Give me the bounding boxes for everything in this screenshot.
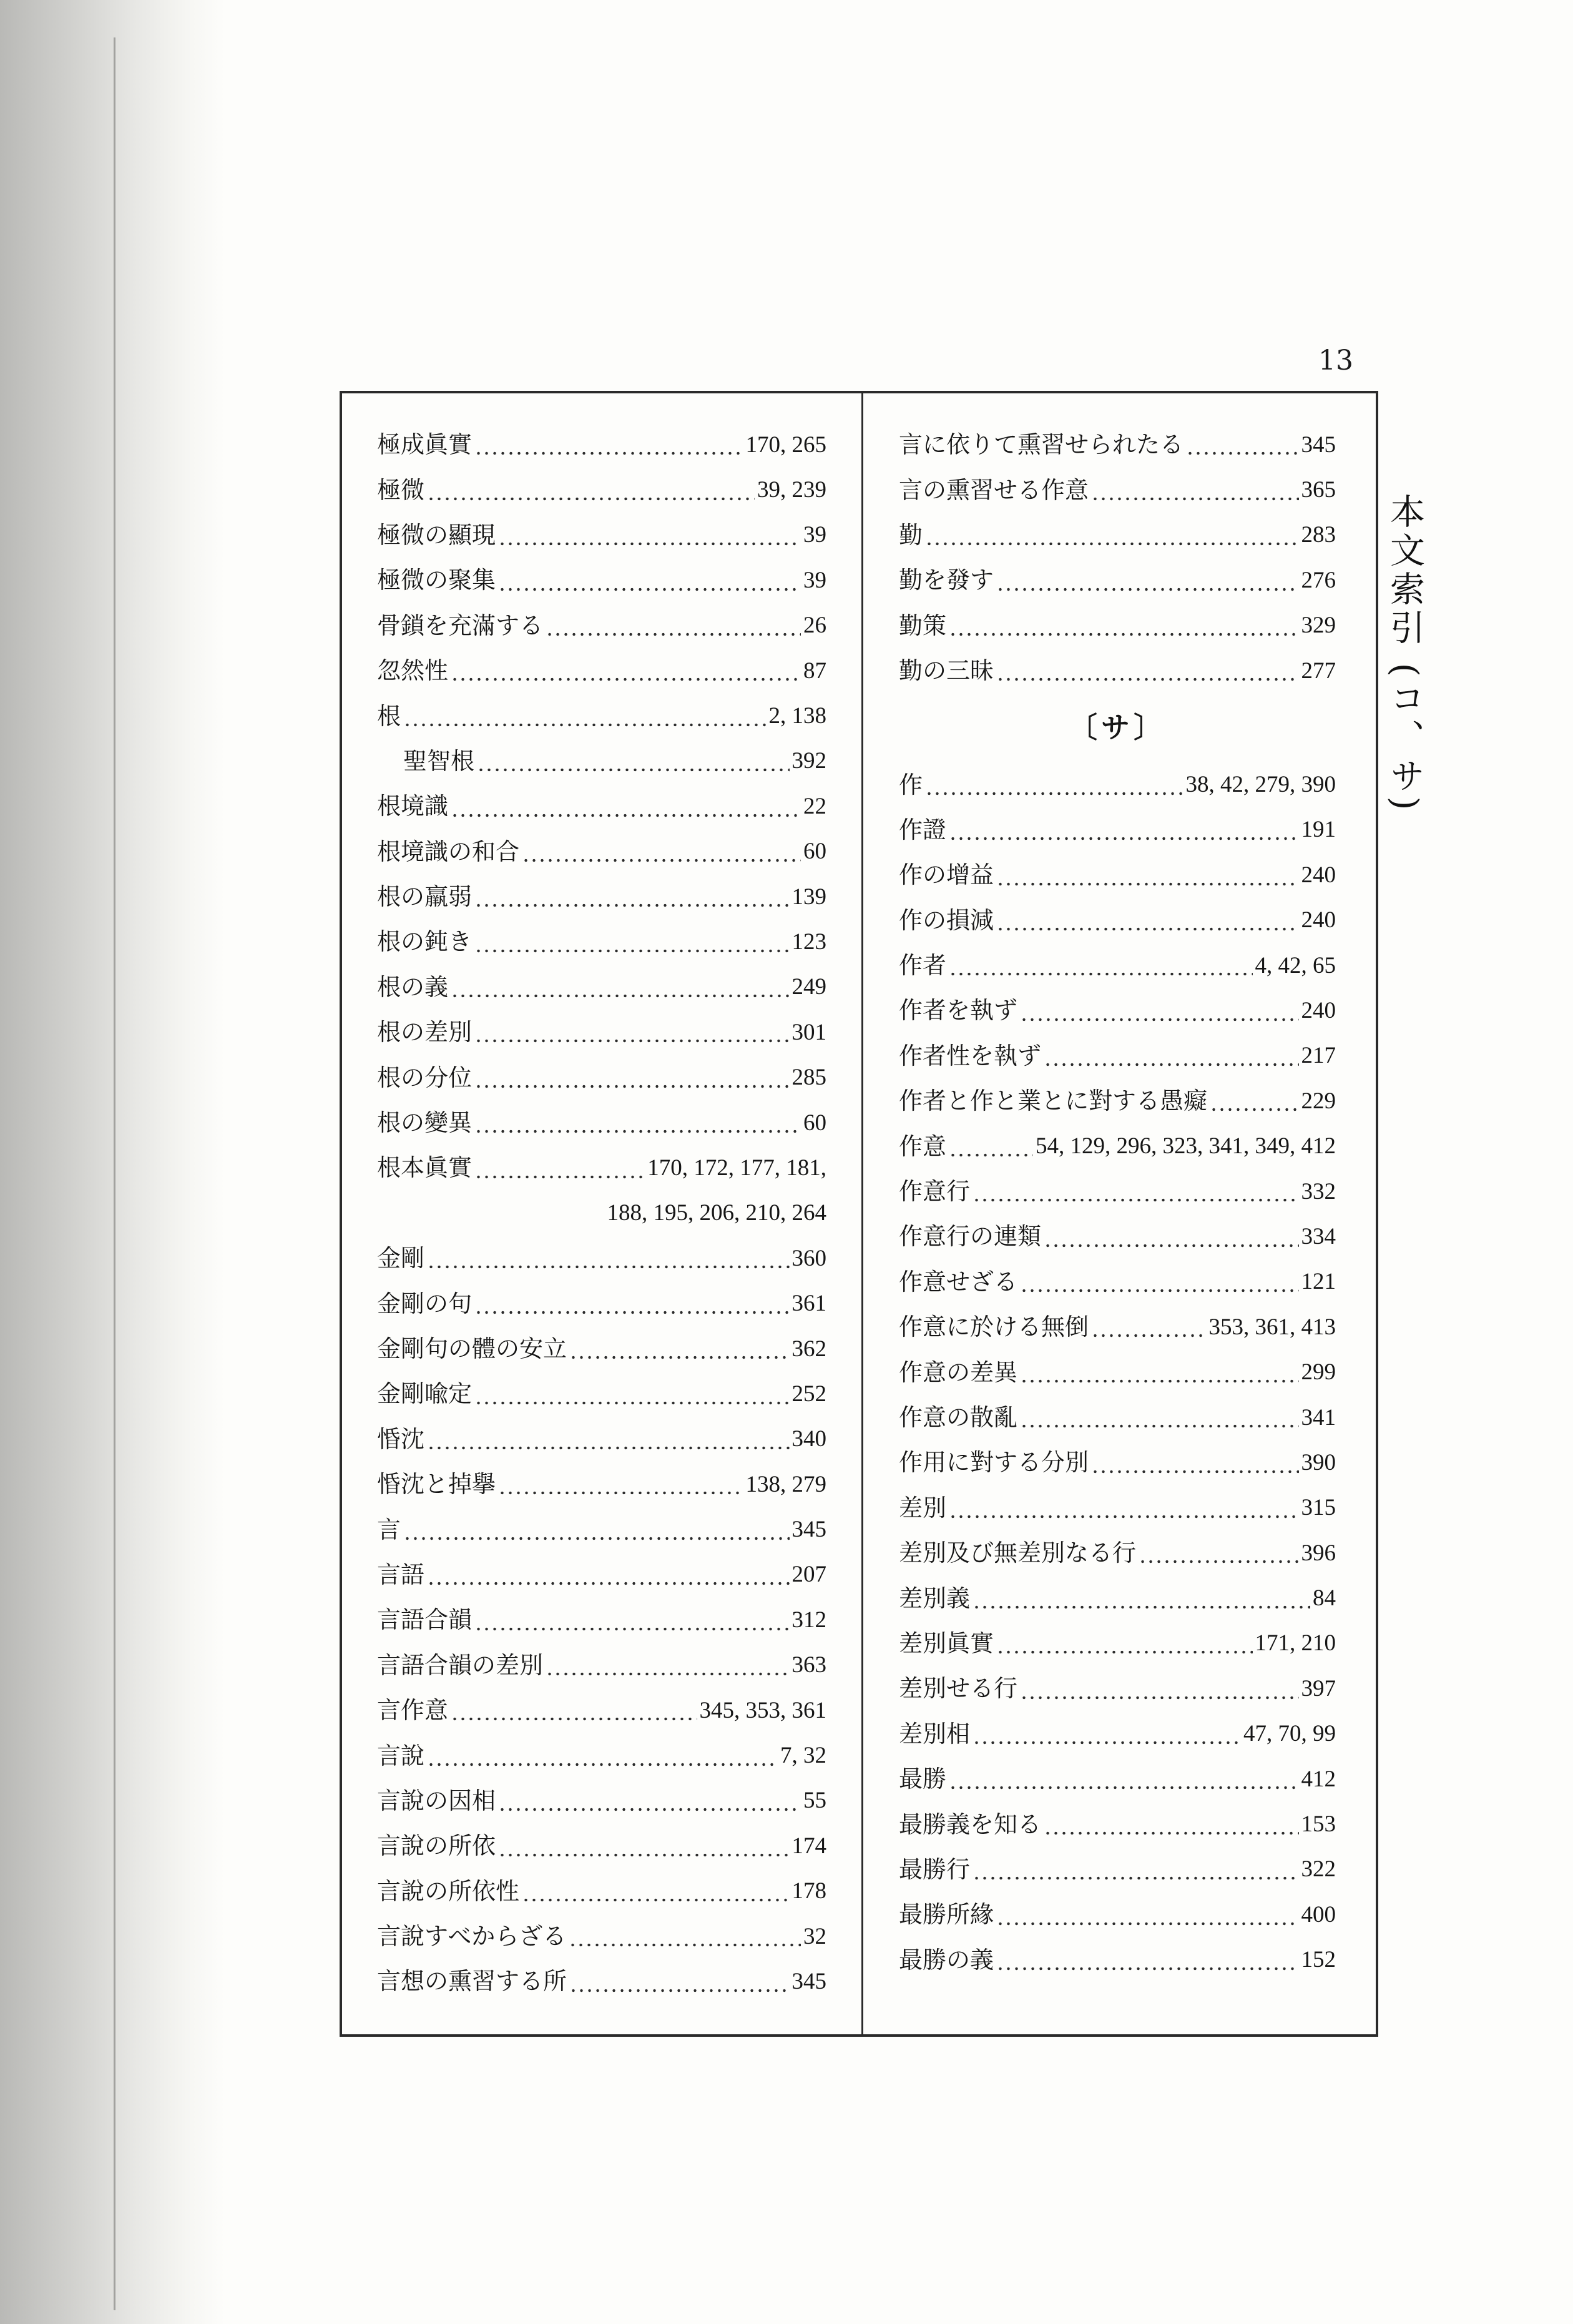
index-entry [899, 1349, 1336, 1394]
entry-pages: 412 [1301, 1766, 1336, 1792]
column-divider [861, 391, 863, 2037]
index-entry [899, 852, 1336, 897]
entry-term: 差別及び無差別なる行 [899, 1539, 1137, 1567]
index-entry [899, 648, 1336, 693]
entry-pages: 345, 353, 361 [699, 1697, 826, 1723]
index-entry [899, 762, 1336, 807]
entry-term: 言說の所依 [377, 1832, 496, 1860]
entry-pages: 171, 210 [1255, 1630, 1336, 1657]
entry-term: 極微の顯現 [377, 521, 496, 549]
dot-leader [474, 1129, 801, 1134]
index-entry [899, 1621, 1336, 1666]
index-entry [377, 1688, 826, 1733]
index-entry [377, 1462, 826, 1507]
index-entry [899, 898, 1336, 943]
index-entry [377, 693, 826, 738]
dot-leader [474, 948, 789, 953]
entry-term: 差別 [899, 1494, 947, 1522]
dot-leader [1186, 451, 1298, 456]
dot-leader [949, 632, 1298, 637]
entry-term: 最勝義を知る [899, 1810, 1042, 1838]
index-entry [377, 1010, 826, 1055]
entry-term: 根の鈍き [377, 928, 473, 956]
index-entry [377, 874, 826, 919]
index-entry [377, 467, 826, 512]
index-entry [377, 422, 826, 467]
entry-pages: 315 [1301, 1495, 1336, 1521]
index-entry [377, 558, 826, 603]
entry-term: 金剛の句 [377, 1289, 473, 1317]
entry-pages: 217 [1301, 1043, 1336, 1069]
entry-term: 作 [899, 771, 923, 799]
index-entry [377, 1326, 826, 1371]
entry-term: 作者と作と業とに對する愚癡 [899, 1087, 1208, 1115]
entry-term: 作の損減 [899, 906, 994, 934]
entry-pages: 276 [1301, 567, 1336, 593]
entry-term: 作意行 [899, 1178, 971, 1206]
entry-pages: 39, 239 [757, 477, 826, 503]
index-subentry [377, 739, 826, 784]
dot-leader [427, 1581, 789, 1586]
dot-leader [427, 1264, 789, 1269]
index-entry [377, 1914, 826, 1959]
dot-leader [996, 1650, 1252, 1655]
entry-term: 言說 [377, 1741, 425, 1770]
entry-term: 根の分位 [377, 1063, 473, 1091]
entry-term: 作意せざる [899, 1268, 1018, 1296]
dot-leader [973, 1740, 1241, 1745]
entry-pages: 84 [1313, 1585, 1336, 1612]
entry-pages: 188, 195, 206, 210, 264 [607, 1200, 826, 1226]
entry-pages: 363 [791, 1652, 826, 1678]
dot-leader [546, 632, 801, 637]
entry-term: 言 [377, 1515, 401, 1544]
entry-term: 差別相 [899, 1720, 971, 1748]
entry-pages: 191 [1301, 817, 1336, 843]
entry-pages: 22 [803, 793, 826, 819]
entry-term: 言作意 [377, 1696, 449, 1725]
index-entry [377, 1236, 826, 1281]
page-number: 13 [1318, 345, 1353, 377]
index-entry [377, 1823, 826, 1868]
index-entry [377, 1597, 826, 1642]
dot-leader [474, 903, 789, 908]
entry-term: 金剛 [377, 1244, 425, 1273]
entry-term: 作意に於ける無倒 [899, 1313, 1089, 1341]
entry-term: 惛沈 [377, 1425, 425, 1453]
index-entry [899, 467, 1336, 512]
index-entry [377, 919, 826, 964]
dot-leader [996, 677, 1298, 682]
dot-leader [498, 1853, 789, 1858]
index-entry [899, 943, 1336, 988]
entry-term: 作意行の連類 [899, 1223, 1042, 1251]
entry-pages: 277 [1301, 657, 1336, 684]
entry-pages: 87 [803, 657, 826, 684]
entry-pages: 240 [1301, 862, 1336, 888]
dot-leader [973, 1198, 1298, 1203]
section-title-vertical: 本文索引 (コ、サ) [1384, 493, 1425, 814]
entry-term: 作者を執ず [899, 997, 1018, 1025]
dot-leader [569, 1942, 801, 1947]
dot-leader [498, 1807, 801, 1812]
dot-leader [498, 541, 801, 546]
entry-term: 勤策 [899, 611, 947, 639]
entry-pages: 392 [791, 748, 826, 774]
entry-pages: 26 [803, 613, 826, 639]
index-entry [377, 1371, 826, 1416]
entry-term: 作意 [899, 1132, 947, 1160]
index-entry [899, 1033, 1336, 1078]
index-entry [899, 1214, 1336, 1259]
dot-leader [403, 1536, 789, 1541]
entry-term: 作用に對する分別 [899, 1449, 1089, 1477]
dot-leader [973, 1876, 1298, 1881]
index-entry [377, 965, 826, 1010]
entry-term: 勤の三昧 [899, 657, 994, 685]
index-entry [899, 1847, 1336, 1892]
entry-pages: 178 [791, 1878, 826, 1904]
entry-term: 作者 [899, 952, 947, 980]
index-entry [899, 1711, 1336, 1756]
entry-pages: 334 [1301, 1223, 1336, 1249]
dot-leader [427, 1762, 778, 1767]
dot-leader [1020, 1288, 1298, 1293]
entry-pages: 252 [791, 1381, 826, 1407]
entry-pages: 340 [791, 1426, 826, 1452]
dot-leader [1020, 1424, 1298, 1429]
dot-leader [451, 677, 801, 682]
dot-leader [474, 1401, 789, 1406]
entry-pages: 39 [803, 522, 826, 548]
entry-term: 差別眞實 [899, 1629, 994, 1657]
dot-leader [522, 1898, 789, 1903]
entry-pages: 54, 129, 296, 323, 341, 349, 412 [1036, 1133, 1336, 1160]
entry-pages: 60 [803, 839, 826, 865]
index-entry [377, 1778, 826, 1823]
entry-term: 根の差別 [377, 1018, 473, 1046]
entry-pages: 301 [791, 1019, 826, 1045]
index-entry [899, 1530, 1336, 1575]
dot-leader [1091, 496, 1298, 501]
entry-term: 作意の散亂 [899, 1404, 1018, 1431]
index-entry [377, 1869, 826, 1914]
section-heading-sa [899, 693, 1336, 762]
scan-gutter-shadow [0, 0, 225, 2324]
index-entry [377, 648, 826, 693]
dot-leader [474, 451, 743, 456]
entry-term: 差別義 [899, 1584, 971, 1612]
entry-pages: 207 [791, 1562, 826, 1588]
index-entry [899, 513, 1336, 558]
entry-term: 根 [377, 702, 401, 730]
section-heading-text: 〔サ〕 [1069, 711, 1166, 745]
entry-pages: 123 [791, 928, 826, 955]
entry-pages: 362 [791, 1336, 826, 1362]
entry-pages: 345 [1301, 431, 1336, 458]
index-entry [899, 1123, 1336, 1168]
dot-leader [949, 1785, 1298, 1790]
entry-pages: 283 [1301, 522, 1336, 548]
index-entry [899, 1078, 1336, 1123]
index-entry [377, 1733, 826, 1778]
dot-leader [498, 1490, 743, 1495]
dot-leader [403, 722, 766, 727]
entry-pages: 170, 172, 177, 181, [647, 1155, 826, 1181]
entry-term: 最勝所緣 [899, 1901, 994, 1929]
index-entry [377, 603, 826, 648]
index-entry [377, 1417, 826, 1462]
dot-leader [546, 1672, 789, 1677]
entry-term: 根の變異 [377, 1109, 473, 1137]
index-column-right [899, 422, 1336, 1982]
entry-pages: 240 [1301, 997, 1336, 1023]
entry-pages: 360 [791, 1245, 826, 1271]
index-entry [899, 1485, 1336, 1530]
entry-term: 差別せる行 [899, 1675, 1018, 1703]
entry-pages: 60 [803, 1110, 826, 1136]
entry-term: 言の熏習せる作意 [899, 476, 1089, 504]
index-entry [377, 1100, 826, 1145]
dot-leader [996, 927, 1298, 932]
dot-leader [451, 813, 801, 818]
dot-leader [451, 1716, 697, 1721]
entry-term: 作意の差異 [899, 1358, 1018, 1386]
entry-pages: 229 [1301, 1088, 1336, 1114]
dot-leader [925, 791, 1183, 796]
binding-line [114, 37, 115, 2310]
dot-leader [1139, 1559, 1298, 1564]
entry-pages: 4, 42, 65 [1255, 952, 1336, 978]
index-entry [377, 1552, 826, 1597]
index-entry [899, 1575, 1336, 1620]
entry-pages: 249 [791, 974, 826, 1000]
dot-leader [474, 1627, 789, 1632]
dot-leader [1020, 1379, 1298, 1384]
entry-term: 根の羸弱 [377, 883, 473, 911]
entry-pages: 285 [791, 1065, 826, 1091]
dot-leader [925, 541, 1298, 546]
entry-pages: 138, 279 [745, 1471, 826, 1497]
entry-term: 根境識の和合 [377, 837, 520, 865]
dot-leader [427, 496, 755, 501]
entry-term: 極微の聚集 [377, 566, 496, 594]
index-entry [377, 1959, 826, 2004]
index-entry [899, 1937, 1336, 1982]
entry-term: 言に依りて熏習せられたる [899, 431, 1184, 459]
entry-pages: 361 [791, 1291, 826, 1317]
entry-term: 言語合韻 [377, 1606, 473, 1634]
entry-pages: 174 [791, 1833, 826, 1859]
entry-term: 言語合韻の差別 [377, 1651, 544, 1679]
index-entry [377, 1145, 826, 1190]
index-entry [899, 1756, 1336, 1801]
index-entry [899, 1304, 1336, 1349]
entry-term: 根本眞實 [377, 1154, 473, 1182]
entry-pages: 32 [803, 1923, 826, 1949]
index-entry [899, 807, 1336, 852]
index-entry [377, 1055, 826, 1100]
dot-leader [1044, 1831, 1298, 1836]
entry-term: 勤を發す [899, 566, 994, 594]
entry-term: 言說すべからざる [377, 1923, 567, 1951]
entry-pages: 400 [1301, 1901, 1336, 1928]
index-entry [899, 1169, 1336, 1214]
entry-term: 根の義 [377, 973, 449, 1001]
entry-term: 勤 [899, 521, 923, 549]
dot-leader [474, 1038, 789, 1043]
entry-pages: 332 [1301, 1178, 1336, 1204]
entry-term: 作證 [899, 815, 947, 844]
entry-pages: 322 [1301, 1856, 1336, 1883]
dot-leader [474, 1084, 789, 1089]
entry-term: 金剛句の體の安立 [377, 1335, 567, 1362]
dot-leader [569, 1988, 789, 1993]
index-entry [899, 1666, 1336, 1711]
entry-term: 最勝 [899, 1765, 947, 1793]
index-entry-continuation [377, 1191, 826, 1236]
entry-pages: 240 [1301, 907, 1336, 933]
entry-pages: 365 [1301, 477, 1336, 503]
dot-leader [474, 1310, 789, 1315]
dot-leader [498, 587, 801, 592]
entry-term: 言想の熏習する所 [377, 1967, 567, 1996]
index-entry [899, 1259, 1336, 1304]
entry-term: 聖智根 [403, 747, 475, 775]
entry-term: 作者性を執ず [899, 1041, 1042, 1070]
entry-term: 作の增益 [899, 861, 994, 889]
entry-pages: 397 [1301, 1675, 1336, 1701]
index-entry [899, 1440, 1336, 1485]
index-entry [377, 784, 826, 829]
index-entry [899, 1801, 1336, 1846]
dot-leader [1091, 1333, 1206, 1338]
entry-pages: 299 [1301, 1359, 1336, 1386]
dot-leader [477, 767, 789, 772]
entry-term: 骨鎖を充滿する [377, 611, 544, 639]
dot-leader [1020, 1695, 1298, 1700]
dot-leader [949, 836, 1298, 841]
index-entry [899, 603, 1336, 648]
dot-leader [996, 1921, 1298, 1926]
entry-pages: 55 [803, 1788, 826, 1814]
dot-leader [1210, 1107, 1298, 1112]
dot-leader [996, 587, 1298, 592]
dot-leader [1020, 1017, 1298, 1022]
index-entry [899, 558, 1336, 603]
entry-pages: 38, 42, 279, 390 [1185, 772, 1336, 798]
dot-leader [569, 1355, 789, 1360]
dot-leader [949, 1153, 1033, 1158]
dot-leader [1044, 1062, 1298, 1067]
entry-term: 金剛喩定 [377, 1380, 473, 1408]
entry-pages: 139 [791, 884, 826, 910]
entry-term: 言說の因相 [377, 1786, 496, 1814]
entry-pages: 170, 265 [745, 431, 826, 458]
dot-leader [973, 1605, 1310, 1610]
index-entry [377, 513, 826, 558]
entry-pages: 396 [1301, 1540, 1336, 1566]
dot-leader [474, 1174, 645, 1179]
index-entry [899, 988, 1336, 1033]
entry-term: 言說の所依性 [377, 1877, 520, 1905]
dot-leader [451, 993, 789, 998]
dot-leader [1091, 1469, 1298, 1474]
entry-pages: 47, 70, 99 [1243, 1721, 1336, 1747]
entry-term: 最勝行 [899, 1855, 971, 1883]
dot-leader [996, 1966, 1298, 1971]
entry-pages: 7, 32 [780, 1743, 826, 1769]
entry-term: 言語 [377, 1560, 425, 1588]
entry-pages: 390 [1301, 1449, 1336, 1475]
entry-term: 忽然性 [377, 657, 449, 685]
entry-term: 根境識 [377, 792, 449, 820]
dot-leader [949, 972, 1252, 977]
index-entry [377, 829, 826, 874]
index-entry [899, 422, 1336, 467]
dot-leader [996, 882, 1298, 887]
entry-pages: 345 [791, 1968, 826, 1994]
index-entry [899, 1892, 1336, 1937]
index-column-left [377, 422, 826, 2004]
entry-pages: 353, 361, 413 [1208, 1314, 1336, 1340]
entry-pages: 329 [1301, 613, 1336, 639]
index-entry [377, 1643, 826, 1688]
entry-pages: 345 [791, 1517, 826, 1543]
index-entry [377, 1281, 826, 1326]
entry-pages: 121 [1301, 1269, 1336, 1295]
entry-term: 極微 [377, 476, 425, 504]
entry-pages: 153 [1301, 1811, 1336, 1838]
entry-pages: 39 [803, 567, 826, 593]
entry-pages: 152 [1301, 1947, 1336, 1973]
dot-leader [949, 1514, 1298, 1519]
dot-leader [522, 858, 801, 863]
entry-pages: 312 [791, 1607, 826, 1633]
index-entry [377, 1507, 826, 1552]
entry-term: 惛沈と掉擧 [377, 1470, 496, 1499]
entry-pages: 341 [1301, 1404, 1336, 1430]
index-entry [899, 1395, 1336, 1440]
entry-term: 最勝の義 [899, 1946, 994, 1974]
entry-term: 極成眞實 [377, 431, 473, 459]
dot-leader [427, 1445, 789, 1450]
dot-leader [1044, 1243, 1298, 1248]
entry-pages: 2, 138 [768, 703, 826, 729]
